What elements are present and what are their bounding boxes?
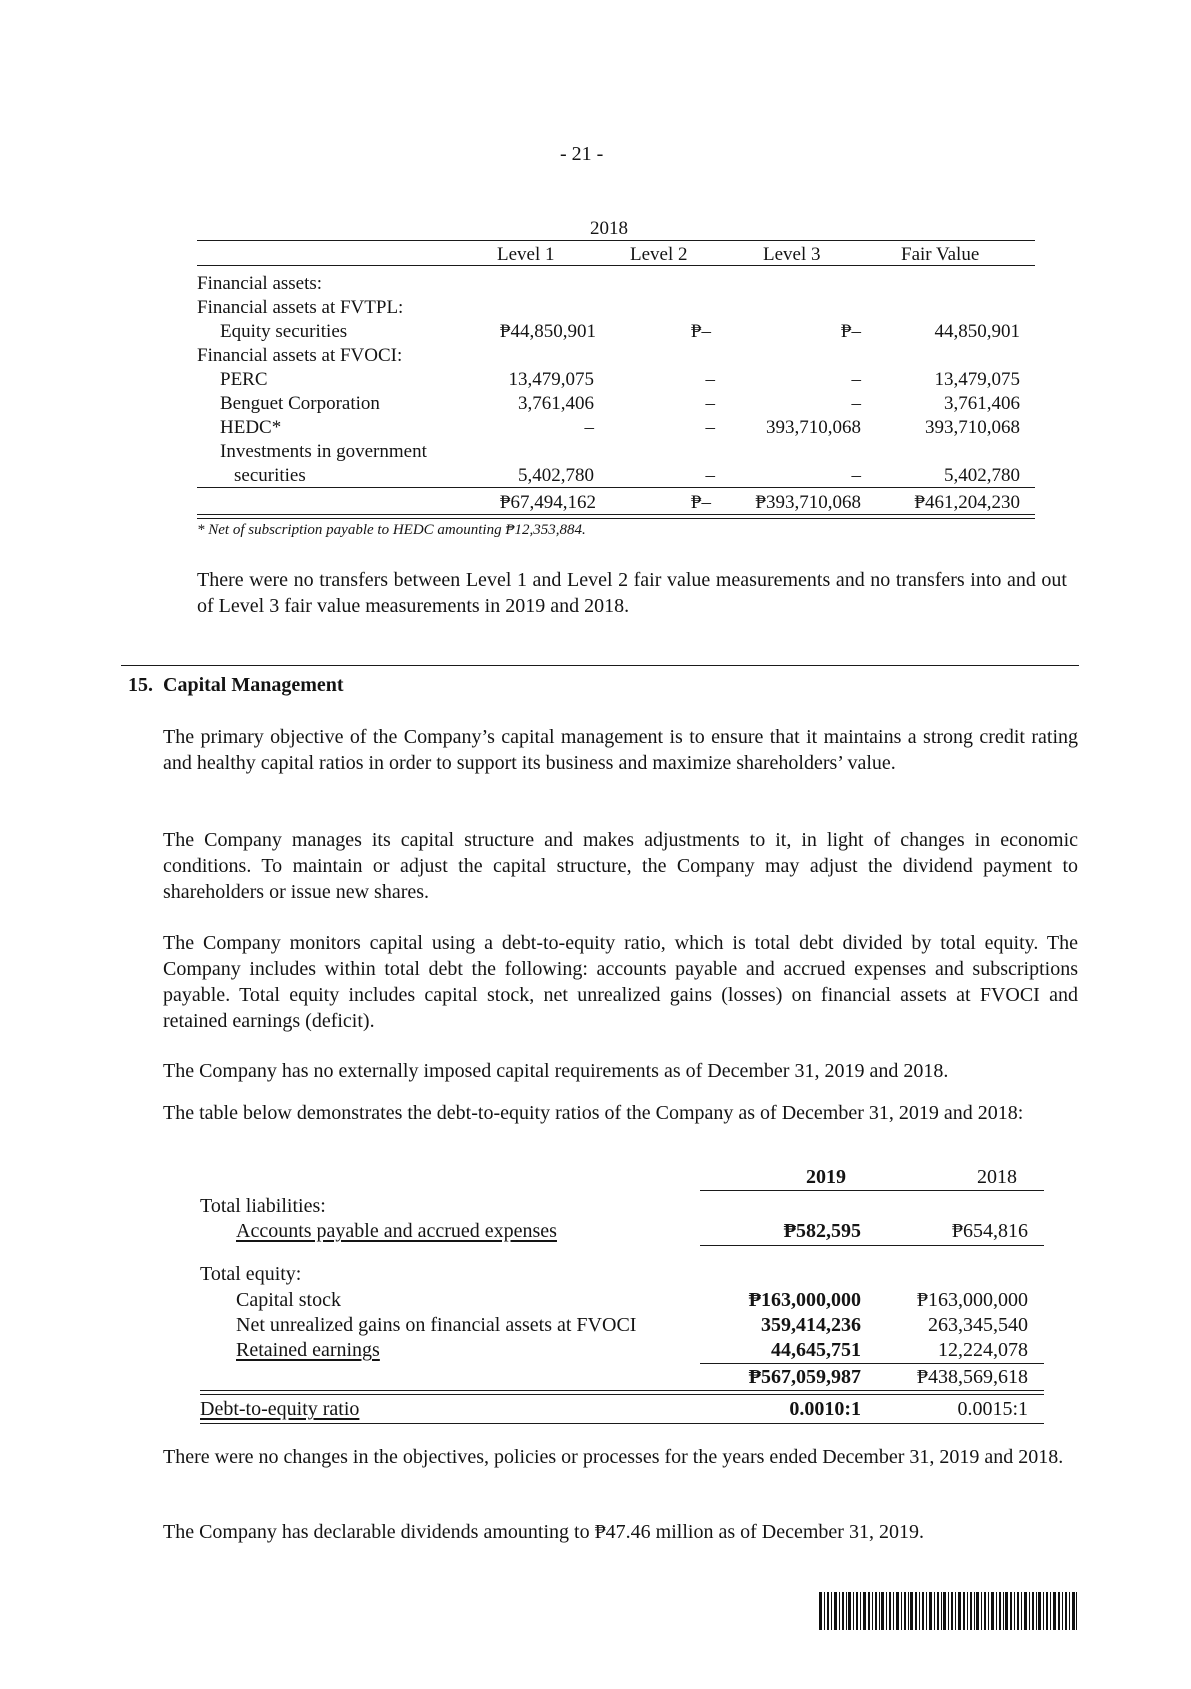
total-double-rule xyxy=(197,514,1035,519)
cell-value: ₱– xyxy=(690,321,711,342)
body-paragraph: The Company has no externally imposed capital requirements as of December 31, 2019 and 2018. xyxy=(163,1060,949,1082)
table-top-rule xyxy=(197,240,1035,241)
capital-2019: ₱163,000,000 xyxy=(748,1289,861,1311)
row-label: Financial assets: xyxy=(197,273,323,294)
row-label: Financial assets at FVOCI: xyxy=(197,345,403,366)
row-label: securities xyxy=(234,465,306,486)
header-fair-value: Fair Value xyxy=(901,244,980,265)
total-value: ₱– xyxy=(690,492,711,513)
ap-label: Accounts payable and accrued expenses xyxy=(236,1220,557,1242)
body-paragraph: The table below demonstrates the debt-to-equity ratios of the Company as of December 31, 2019 and 2018: xyxy=(163,1102,1024,1124)
unrealized-2018: 263,345,540 xyxy=(928,1314,1028,1336)
unrealized-label: Net unrealized gains on financial assets at FVOCI xyxy=(236,1314,637,1336)
cell-value: 393,710,068 xyxy=(925,417,1020,438)
ratio-2019: 0.0010:1 xyxy=(789,1398,861,1420)
header-level2: Level 2 xyxy=(630,244,688,265)
cell-value: 13,479,075 xyxy=(508,369,594,390)
page-number: - 21 - xyxy=(560,143,604,165)
total-value: ₱461,204,230 xyxy=(914,492,1020,513)
cell-value: 13,479,075 xyxy=(934,369,1020,390)
body-paragraph: The Company manages its capital structure and makes adjustments to it, in light of changes in economic conditions. To maintain or adjust the capital structure, the Company may adjust the dividend payment to shareholders or issue new shares. xyxy=(163,829,1078,903)
header-level1: Level 1 xyxy=(497,244,555,265)
table-year: 2018 xyxy=(590,218,628,239)
ap-2018: ₱654,816 xyxy=(951,1220,1028,1242)
cell-value: – xyxy=(705,393,715,414)
cell-value: – xyxy=(851,369,861,390)
unrealized-2019: 359,414,236 xyxy=(761,1314,861,1336)
ratio-label: Debt-to-equity ratio xyxy=(200,1398,360,1420)
row-label: PERC xyxy=(220,369,268,390)
capital-label: Capital stock xyxy=(236,1289,341,1311)
row-label: Equity securities xyxy=(220,321,348,342)
cell-value: – xyxy=(584,417,594,438)
cell-value: – xyxy=(705,369,715,390)
row-label: Investments in government xyxy=(220,441,427,462)
row-label: Benguet Corporation xyxy=(220,393,380,414)
liabilities-label: Total liabilities: xyxy=(200,1195,326,1217)
liabilities-rule xyxy=(700,1245,1044,1246)
transfers-paragraph: There were no transfers between Level 1 and Level 2 fair value measurements and no transfers into and out of Level 3 fair value measurements in 2019 and 2018. xyxy=(197,569,1067,617)
body-paragraph: The primary objective of the Company’s capital management is to ensure that it maintains a strong credit rating and healthy capital ratios in order to support its business and maximize shareholders’ value. xyxy=(163,726,1078,774)
total-value: ₱67,494,162 xyxy=(499,492,596,513)
subtotal-rule xyxy=(197,487,1035,488)
section-number: 15. xyxy=(128,674,153,696)
cell-value: 5,402,780 xyxy=(944,465,1020,486)
equity-total-double-rule xyxy=(200,1390,1044,1395)
cell-value: ₱44,850,901 xyxy=(499,321,596,342)
closing-paragraph: The Company has declarable dividends amounting to ₱47.46 million as of December 31, 2019. xyxy=(163,1521,924,1543)
header-rule xyxy=(197,265,1035,266)
retained-2018: 12,224,078 xyxy=(938,1339,1028,1361)
cell-value: 393,710,068 xyxy=(766,417,861,438)
equity-total-2019: ₱567,059,987 xyxy=(748,1366,861,1388)
section-title: Capital Management xyxy=(163,674,344,696)
section-rule xyxy=(121,665,1079,666)
barcode-image xyxy=(819,1592,1077,1630)
cell-value: – xyxy=(705,417,715,438)
row-label: HEDC* xyxy=(220,417,282,438)
retained-label: Retained earnings xyxy=(236,1339,380,1361)
cell-value: 3,761,406 xyxy=(518,393,594,414)
equity-total-2018: ₱438,569,618 xyxy=(916,1366,1028,1388)
ratio-2018: 0.0015:1 xyxy=(957,1398,1028,1420)
cell-value: 44,850,901 xyxy=(934,321,1020,342)
cell-value: – xyxy=(705,465,715,486)
row-label: Financial assets at FVTPL: xyxy=(197,297,404,318)
cell-value: – xyxy=(851,465,861,486)
ratio-bottom-rule xyxy=(200,1423,1044,1424)
ap-2019: ₱582,595 xyxy=(783,1220,861,1242)
header-level3: Level 3 xyxy=(763,244,821,265)
cell-value: 5,402,780 xyxy=(518,465,594,486)
capital-2018: ₱163,000,000 xyxy=(916,1289,1028,1311)
cell-value: 3,761,406 xyxy=(944,393,1020,414)
cell-value: – xyxy=(851,393,861,414)
body-paragraph: The Company monitors capital using a debt-to-equity ratio, which is total debt divided by total equity. The Company includes within total debt the following: accounts payable and accrued expenses and subscriptions payable. Total equity includes capital stock, net unrealized gains (losses) on financial assets at FVOCI and retained earnings (deficit). xyxy=(163,932,1078,1032)
ratio-header-rule xyxy=(700,1190,1044,1191)
total-value: ₱393,710,068 xyxy=(755,492,861,513)
equity-label: Total equity: xyxy=(200,1263,302,1285)
col-2018-header: 2018 xyxy=(977,1166,1017,1188)
equity-subtotal-rule xyxy=(700,1363,1044,1364)
table-footnote: * Net of subscription payable to HEDC amounting ₱12,353,884. xyxy=(197,522,586,538)
cell-value: ₱– xyxy=(840,321,861,342)
closing-paragraph: There were no changes in the objectives, policies or processes for the years ended December 31, 2019 and 2018. xyxy=(163,1446,1064,1468)
col-2019-header: 2019 xyxy=(806,1166,846,1188)
retained-2019: 44,645,751 xyxy=(771,1339,861,1361)
